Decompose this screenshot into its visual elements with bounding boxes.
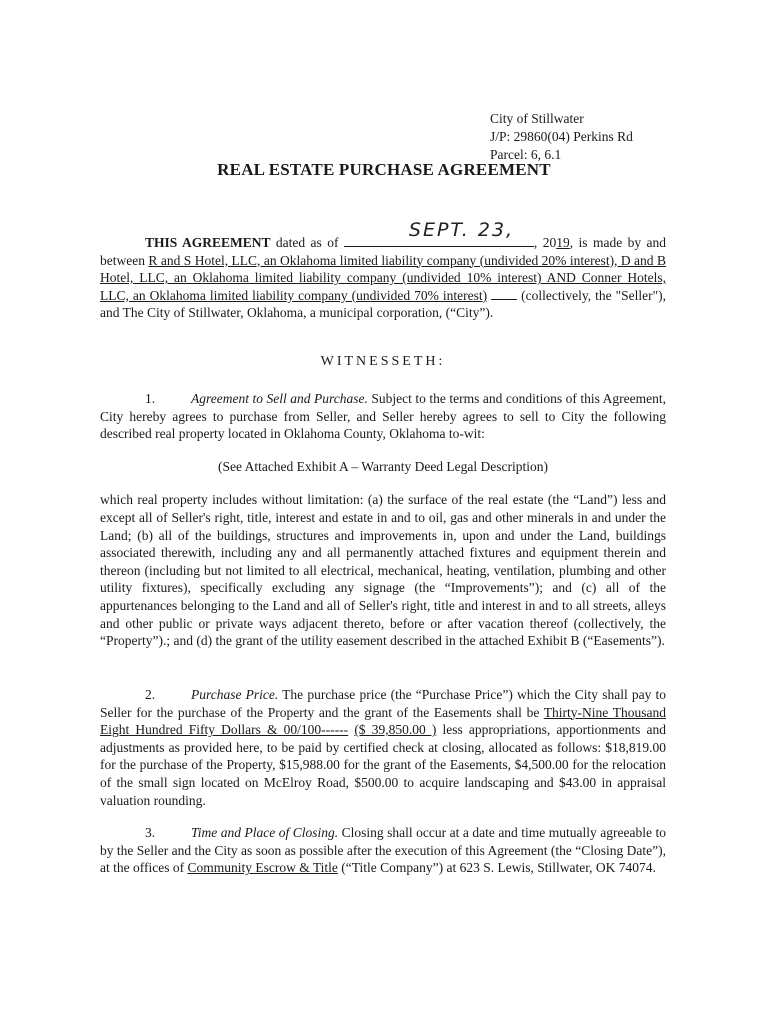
section-2	[100, 686, 666, 809]
section-1-continuation: which real property includes without limitation: (a) the surface of the real estate (the “Land”) less and except all of Seller's right, title, interest and estate in and to oil, gas and other minerals in and under the Land; (b) all of the buildings, structures and improvements in, upon and under the Land, buildings associated therewith, including any and all permanently attached fixtures and equipment therein and thereon (including but not limited to all electrical, mechanical, heating, ventilation, plumbing and other utility fixtures), specifically excluding any signage (the “Improvements”); and (c) all of the appurtenances belonging to the Land and all of Seller's right, title and interest in and to all streets, alleys and other public or private ways adjacent thereto, before or after vacation thereof (collectively, the “Property”).; and (d) the grant of the utility easement described in the attached Exhibit B (“Easements”).	[100, 492, 666, 649]
section-2-text-a: The purchase price (the “Purchase Price”) which the City shall pay to Seller for the purchase of the Property and the grant of the Easements shall be	[100, 687, 666, 720]
witnesseth-text: WITNESSETH:	[320, 354, 446, 369]
section-2-text-b: less appropriations, apportionments and adjustments as provided here, to be paid by certified check at closing, allocated as follows: $18,819.00 for the purchase of the Property, $15,988.00 for the grant of the Easements, $4,500.00 for the relocation of the small sign located on McElroy Road, $500.00 to acquire landscaping and $43.00 in appraisal valuation rounding.	[100, 722, 666, 808]
header-jp: J/P: 29860(04) Perkins Rd	[490, 129, 633, 144]
year-prefix: , 20	[533, 235, 557, 250]
blank-line	[491, 287, 517, 300]
document-title	[0, 160, 770, 180]
header-block	[490, 110, 633, 164]
agreement-lead: THIS AGREEMENT	[145, 235, 271, 250]
opening-paragraph	[100, 219, 667, 322]
section-1	[100, 390, 666, 650]
date-signature-line	[344, 219, 534, 247]
document-title-text: REAL ESTATE PURCHASE AGREEMENT	[217, 160, 551, 179]
section-3	[100, 824, 666, 877]
made-by-text: , is made by and between	[100, 235, 667, 268]
section-2-heading: Purchase Price.	[191, 687, 279, 702]
title-company-name: Community Escrow & Title	[187, 860, 338, 876]
witnesseth-heading	[100, 352, 666, 371]
amount-numeric: ($ 39,850.00 )	[354, 722, 437, 738]
exhibit-a-reference: (See Attached Exhibit A – Warranty Deed Legal Description)	[217, 458, 549, 474]
amount-in-words: Thirty-Nine Thousand Eight Hundred Fifty Dollars & 00/100------	[100, 704, 666, 738]
section-1-text: Subject to the terms and conditions of this Agreement, City hereby agrees to purchase from Seller, and Seller hereby agrees to sell to City the following described real property located in Oklahoma County, Oklahoma to-wit:	[100, 391, 666, 442]
section-3-heading: Time and Place of Closing.	[191, 825, 339, 840]
section-1-number: 1.	[145, 391, 156, 406]
section-2-number: 2.	[145, 687, 156, 702]
header-parcel: Parcel: 6, 6.1	[490, 147, 562, 162]
section-3-number: 3.	[145, 825, 156, 840]
dated-as-of: dated as of	[270, 235, 344, 250]
year-digits: 19	[556, 235, 570, 250]
seller-parties: R and S Hotel, LLC, an Oklahoma limited liability company (undivided 20% interest), D and B Hotel, LLC, an Oklahoma limited liability company (undivided 10% interest) AND Conner Hotels, LLC, an Oklahoma limited liability company (undivided 70% interest)	[100, 252, 666, 303]
handwritten-date: SEPT. 23,	[408, 219, 515, 241]
section-3-text-a: Closing shall occur at a date and time mutually agreeable to by the Seller and the City as soon as possible after the execution of this Agreement (the “Closing Date”), at the offices of	[100, 825, 666, 876]
section-1-heading: Agreement to Sell and Purchase.	[191, 391, 368, 406]
header-city: City of Stillwater	[490, 111, 584, 126]
opening-rest: (collectively, the "Seller"), and The City of Stillwater, Oklahoma, a municipal corporation, (“City”).	[100, 287, 667, 321]
section-3-text-b: (“Title Company”) at 623 S. Lewis, Stillwater, OK 74074.	[337, 860, 656, 876]
